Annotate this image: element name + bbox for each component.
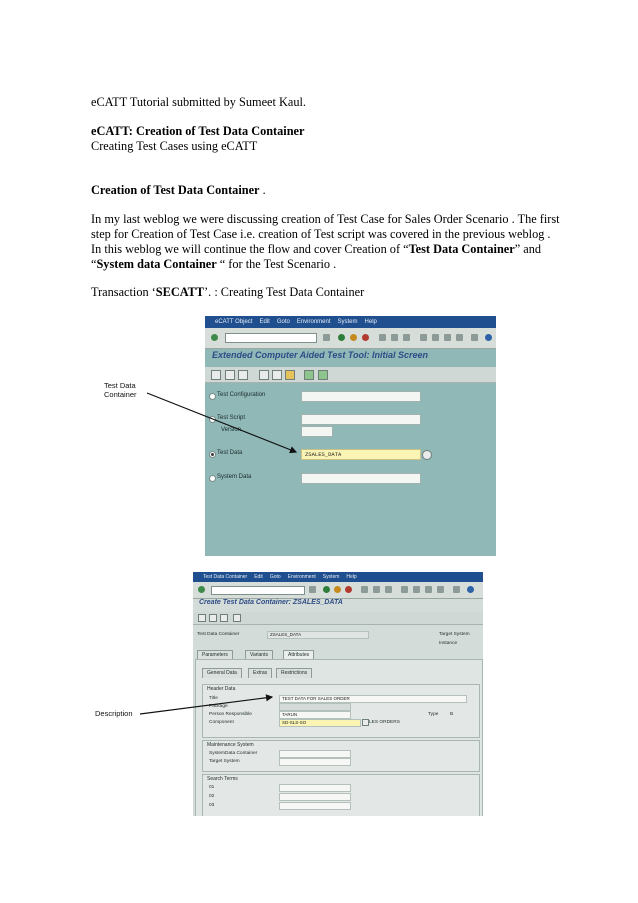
transaction-line: [91, 285, 364, 300]
first-page-icon[interactable]: [401, 586, 408, 593]
doc-heading: eCATT: Creation of Test Data Container: [91, 124, 305, 138]
version-field[interactable]: [301, 426, 333, 437]
search-term-field[interactable]: [279, 793, 351, 801]
other-object-icon[interactable]: [220, 614, 228, 622]
print-icon[interactable]: [379, 334, 386, 341]
label-package: Package: [209, 704, 228, 709]
back-icon[interactable]: [338, 334, 345, 341]
create-tdc-screenshot: [193, 572, 483, 816]
package-field[interactable]: [279, 703, 351, 711]
search-help-icon[interactable]: [422, 450, 432, 460]
section-title-suffix: .: [259, 183, 266, 197]
type-value: B: [450, 712, 454, 717]
label-target-system-2: Target System: [209, 759, 240, 764]
subtab-extras[interactable]: Extras: [248, 668, 272, 678]
label-test-data: Test Data: [217, 450, 243, 456]
target-system-field[interactable]: [279, 758, 351, 766]
new-session-icon[interactable]: [453, 586, 460, 593]
edit-icon[interactable]: [233, 614, 241, 622]
menu-item[interactable]: Environment: [296, 319, 331, 325]
help-icon[interactable]: [485, 334, 492, 341]
enter-icon[interactable]: [198, 586, 205, 593]
transaction-suffix: ’. : Creating Test Data Container: [204, 285, 365, 299]
save-icon[interactable]: [309, 586, 316, 593]
para-part2: ” and “: [91, 242, 542, 271]
system-container-field[interactable]: [279, 750, 351, 758]
print-icon[interactable]: [361, 586, 368, 593]
header-data-title: Header Data: [207, 686, 236, 692]
cancel-icon[interactable]: [362, 334, 369, 341]
create-icon[interactable]: [238, 370, 248, 380]
sap-menu-bar-2: [193, 572, 483, 582]
search-term-label: 03: [209, 803, 215, 808]
radio-system-data[interactable]: [209, 475, 216, 482]
label-person-responsible: Person Responsible: [209, 712, 252, 717]
application-toolbar-2: [193, 612, 483, 625]
label-test-configuration: Test Configuration: [217, 392, 266, 398]
menu-item[interactable]: Help: [346, 574, 357, 580]
component-help-icon[interactable]: [362, 719, 369, 726]
exit-icon[interactable]: [334, 586, 341, 593]
display-icon[interactable]: [211, 370, 221, 380]
menu-item[interactable]: eCATT Object: [215, 319, 253, 325]
person-value: TARUN: [282, 712, 298, 717]
test-configuration-field[interactable]: [301, 391, 421, 402]
prev-page-icon[interactable]: [432, 334, 439, 341]
execute-icon[interactable]: [304, 370, 314, 380]
enter-icon[interactable]: [211, 334, 218, 341]
first-page-icon[interactable]: [420, 334, 427, 341]
menu-item[interactable]: Goto: [269, 574, 281, 580]
label-test-data-container: Test Data Container: [197, 632, 240, 637]
doc-subheading: Creating Test Cases using eCATT: [91, 139, 258, 153]
intro-paragraph: [91, 212, 561, 272]
subtab-restrictions[interactable]: Restrictions: [276, 668, 312, 678]
attributes-panel: [195, 659, 483, 816]
help-icon[interactable]: [467, 586, 474, 593]
screen-title-2: Create Test Data Container: ZSALES_DATA: [199, 599, 343, 606]
new-session-icon[interactable]: [471, 334, 478, 341]
menu-item[interactable]: Goto: [276, 319, 290, 325]
doc-intro-line: eCATT Tutorial submitted by Sumeet Kaul.: [91, 95, 306, 109]
person-field[interactable]: [279, 711, 351, 719]
sap-menu-bar: [205, 316, 496, 328]
section-title: [91, 183, 266, 198]
menu-item[interactable]: Edit: [259, 319, 270, 325]
label-target-system: Target System: [439, 632, 470, 637]
tab-attributes[interactable]: Attributes: [283, 650, 314, 660]
last-page-icon[interactable]: [437, 586, 444, 593]
radio-test-data[interactable]: [209, 451, 216, 458]
radio-test-script[interactable]: [209, 416, 216, 423]
search-terms-group: [202, 774, 480, 816]
label-component: Component: [209, 720, 234, 725]
next-page-icon[interactable]: [444, 334, 451, 341]
command-field[interactable]: [225, 333, 317, 343]
callout-description: Description: [95, 709, 133, 718]
secatt-initial-screenshot: [205, 316, 496, 556]
label-system-data-container: SystemData Container: [209, 751, 258, 756]
callout-test-data-container: Test Data Container: [104, 381, 137, 399]
para-part3: “ for the Test Scenario .: [216, 257, 337, 271]
screen-title: Extended Computer Aided Test Tool: Initial Screen: [212, 350, 429, 360]
container-name-value: ZSALES_DATA: [270, 632, 302, 637]
component-description: LES ORDERS: [369, 720, 400, 725]
application-toolbar: [205, 367, 496, 383]
system-data-field[interactable]: [301, 473, 421, 484]
transaction-code: SECATT: [155, 285, 205, 299]
subtab-general-data[interactable]: General Data: [202, 668, 242, 678]
back-icon[interactable]: [323, 586, 330, 593]
radio-test-configuration[interactable]: [209, 393, 216, 400]
rename-icon[interactable]: [285, 370, 295, 380]
title-field[interactable]: [279, 695, 467, 703]
menu-item[interactable]: Environment: [287, 574, 316, 580]
transaction-prefix: Transaction ‘: [91, 285, 156, 299]
find-next-icon[interactable]: [385, 586, 392, 593]
forward-arrow-icon[interactable]: [209, 614, 217, 622]
find-icon[interactable]: [391, 334, 398, 341]
title-value: TEST DATA FOR SALES ORDER: [282, 696, 350, 701]
para-bold-sdc: System data Container: [96, 257, 217, 271]
label-test-script: Test Script: [217, 415, 246, 421]
search-terms-title: Search Terms: [207, 776, 238, 782]
tab-variants[interactable]: Variants: [245, 650, 273, 660]
para-bold-tdc: Test Data Container: [408, 242, 515, 256]
label-version: Version: [221, 427, 242, 433]
copy-icon[interactable]: [272, 370, 282, 380]
next-page-icon[interactable]: [425, 586, 432, 593]
command-field-2[interactable]: [211, 586, 305, 595]
header-data-group: [202, 684, 480, 738]
para-part1: In my last weblog we were discussing creation of Test Case for Sales Order Scenario . The first step for Creation of Test Case i.e. creation of Test script was covered in the previous weblog . In this weblog we will continue the flow and cover Creation of “: [91, 212, 560, 256]
menu-item[interactable]: System: [337, 319, 358, 325]
tab-parameters[interactable]: Parameters: [197, 650, 233, 660]
label-instance: Instance: [439, 641, 458, 646]
test-data-value: ZSALES_DATA: [305, 451, 342, 458]
test-script-field[interactable]: [301, 414, 421, 425]
component-field[interactable]: [279, 719, 361, 727]
change-icon[interactable]: [225, 370, 235, 380]
search-term-label: 01: [209, 785, 215, 790]
maintenance-system-title: Maintenance System: [207, 742, 254, 748]
execute-options-icon[interactable]: [318, 370, 328, 380]
back-arrow-icon[interactable]: [198, 614, 206, 622]
test-data-field[interactable]: [301, 449, 421, 460]
find-next-icon[interactable]: [403, 334, 410, 341]
maintenance-system-group: [202, 740, 480, 772]
label-type: Type: [428, 712, 439, 717]
cancel-icon[interactable]: [345, 586, 352, 593]
save-icon[interactable]: [323, 334, 330, 341]
prev-page-icon[interactable]: [413, 586, 420, 593]
component-value: SD-SLS-SO: [282, 720, 307, 725]
menu-item[interactable]: Edit: [254, 574, 263, 580]
container-name-field: [267, 631, 369, 639]
label-system-data: System Data: [217, 474, 252, 480]
last-page-icon[interactable]: [456, 334, 463, 341]
sap-standard-toolbar-2: [193, 582, 483, 599]
menu-item[interactable]: Test Data Container: [203, 574, 248, 580]
search-term-label: 02: [209, 794, 215, 799]
exit-icon[interactable]: [350, 334, 357, 341]
section-title-text: Creation of Test Data Container: [91, 183, 260, 197]
delete-icon[interactable]: [259, 370, 269, 380]
sap-standard-toolbar: [205, 328, 496, 349]
menu-item[interactable]: Help: [364, 319, 377, 325]
menu-item[interactable]: System: [322, 574, 340, 580]
find-icon[interactable]: [373, 586, 380, 593]
search-term-field[interactable]: [279, 802, 351, 810]
label-title: Title: [209, 696, 218, 701]
search-term-field[interactable]: [279, 784, 351, 792]
